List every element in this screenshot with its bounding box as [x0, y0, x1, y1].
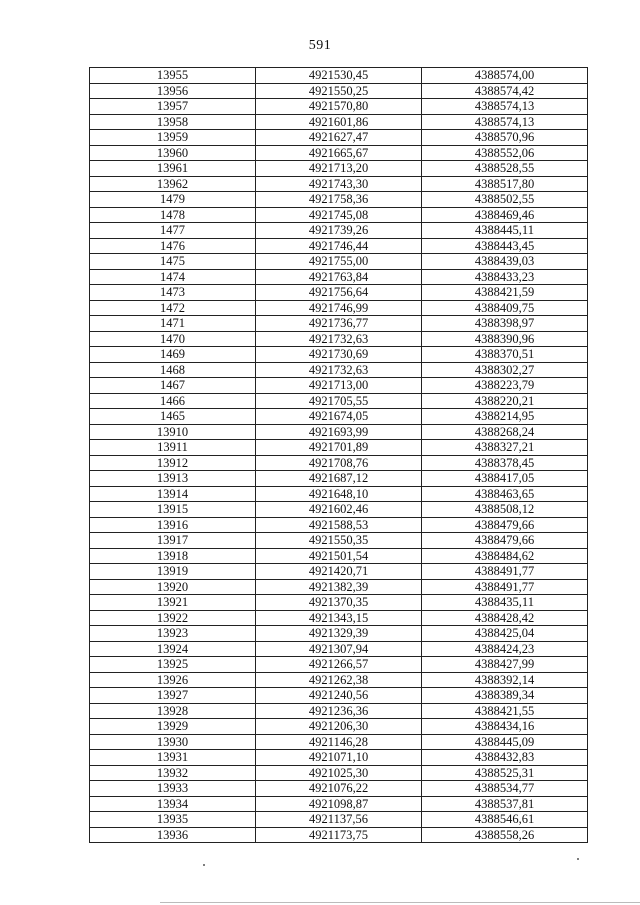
y-coordinate-cell: 4388427,99 [422, 657, 588, 673]
coordinates-table [89, 67, 588, 843]
x-coordinate-cell: 4921732,63 [256, 331, 422, 347]
x-coordinate-cell: 4921665,67 [256, 145, 422, 161]
x-coordinate-cell: 4921705,55 [256, 393, 422, 409]
point-number-cell: 13915 [90, 502, 256, 518]
x-coordinate-cell: 4921262,38 [256, 672, 422, 688]
y-coordinate-cell: 4388491,77 [422, 564, 588, 580]
point-number-cell: 13918 [90, 548, 256, 564]
point-number-cell: 1476 [90, 238, 256, 254]
point-number-cell: 13934 [90, 796, 256, 812]
point-number-cell: 13917 [90, 533, 256, 549]
point-number-cell: 13958 [90, 114, 256, 130]
y-coordinate-cell: 4388484,62 [422, 548, 588, 564]
table-row [90, 440, 588, 456]
y-coordinate-cell: 4388370,51 [422, 347, 588, 363]
point-number-cell: 1470 [90, 331, 256, 347]
table-row [90, 99, 588, 115]
table-row [90, 409, 588, 425]
table-row [90, 719, 588, 735]
y-coordinate-cell: 4388389,34 [422, 688, 588, 704]
x-coordinate-cell: 4921025,30 [256, 765, 422, 781]
x-coordinate-cell: 4921674,05 [256, 409, 422, 425]
x-coordinate-cell: 4921206,30 [256, 719, 422, 735]
table-row [90, 331, 588, 347]
point-number-cell: 1465 [90, 409, 256, 425]
x-coordinate-cell: 4921098,87 [256, 796, 422, 812]
table-row [90, 564, 588, 580]
table-row [90, 533, 588, 549]
y-coordinate-cell: 4388417,05 [422, 471, 588, 487]
point-number-cell: 13936 [90, 827, 256, 843]
point-number-cell: 13955 [90, 68, 256, 84]
table-row [90, 223, 588, 239]
point-number-cell: 1466 [90, 393, 256, 409]
table-row [90, 207, 588, 223]
y-coordinate-cell: 4388491,77 [422, 579, 588, 595]
table-row [90, 595, 588, 611]
x-coordinate-cell: 4921756,64 [256, 285, 422, 301]
table-row [90, 750, 588, 766]
point-number-cell: 13920 [90, 579, 256, 595]
x-coordinate-cell: 4921602,46 [256, 502, 422, 518]
point-number-cell: 13928 [90, 703, 256, 719]
table-row [90, 114, 588, 130]
x-coordinate-cell: 4921648,10 [256, 486, 422, 502]
y-coordinate-cell: 4388214,95 [422, 409, 588, 425]
table-row [90, 269, 588, 285]
point-number-cell: 13932 [90, 765, 256, 781]
table-row [90, 378, 588, 394]
point-number-cell: 13912 [90, 455, 256, 471]
x-coordinate-cell: 4921732,63 [256, 362, 422, 378]
x-coordinate-cell: 4921343,15 [256, 610, 422, 626]
x-coordinate-cell: 4921307,94 [256, 641, 422, 657]
point-number-cell: 1471 [90, 316, 256, 332]
y-coordinate-cell: 4388433,23 [422, 269, 588, 285]
table-row [90, 192, 588, 208]
table-row [90, 254, 588, 270]
y-coordinate-cell: 4388574,00 [422, 68, 588, 84]
point-number-cell: 13956 [90, 83, 256, 99]
x-coordinate-cell: 4921627,47 [256, 130, 422, 146]
page-number: 591 [308, 38, 332, 53]
x-coordinate-cell: 4921736,77 [256, 316, 422, 332]
y-coordinate-cell: 4388390,96 [422, 331, 588, 347]
x-coordinate-cell: 4921370,35 [256, 595, 422, 611]
point-number-cell: 1478 [90, 207, 256, 223]
y-coordinate-cell: 4388223,79 [422, 378, 588, 394]
x-coordinate-cell: 4921713,00 [256, 378, 422, 394]
y-coordinate-cell: 4388479,66 [422, 517, 588, 533]
point-number-cell: 13924 [90, 641, 256, 657]
y-coordinate-cell: 4388574,13 [422, 99, 588, 115]
x-coordinate-cell: 4921137,56 [256, 812, 422, 828]
y-coordinate-cell: 4388525,31 [422, 765, 588, 781]
point-number-cell: 13914 [90, 486, 256, 502]
table-row [90, 827, 588, 843]
point-number-cell: 13910 [90, 424, 256, 440]
x-coordinate-cell: 4921693,99 [256, 424, 422, 440]
y-coordinate-cell: 4388443,45 [422, 238, 588, 254]
point-number-cell: 1467 [90, 378, 256, 394]
point-number-cell: 13930 [90, 734, 256, 750]
table-row [90, 734, 588, 750]
x-coordinate-cell: 4921420,71 [256, 564, 422, 580]
x-coordinate-cell: 4921382,39 [256, 579, 422, 595]
point-number-cell: 13923 [90, 626, 256, 642]
x-coordinate-cell: 4921550,35 [256, 533, 422, 549]
table-row [90, 424, 588, 440]
y-coordinate-cell: 4388425,04 [422, 626, 588, 642]
x-coordinate-cell: 4921713,20 [256, 161, 422, 177]
point-number-cell: 13916 [90, 517, 256, 533]
y-coordinate-cell: 4388421,55 [422, 703, 588, 719]
table-row [90, 765, 588, 781]
table-row [90, 393, 588, 409]
x-coordinate-cell: 4921708,76 [256, 455, 422, 471]
y-coordinate-cell: 4388445,11 [422, 223, 588, 239]
y-coordinate-cell: 4388469,46 [422, 207, 588, 223]
y-coordinate-cell: 4388424,23 [422, 641, 588, 657]
point-number-cell: 1469 [90, 347, 256, 363]
table-row [90, 161, 588, 177]
y-coordinate-cell: 4388445,09 [422, 734, 588, 750]
y-coordinate-cell: 4388421,59 [422, 285, 588, 301]
y-coordinate-cell: 4388327,21 [422, 440, 588, 456]
y-coordinate-cell: 4388398,97 [422, 316, 588, 332]
table-row [90, 610, 588, 626]
table-row [90, 130, 588, 146]
x-coordinate-cell: 4921071,10 [256, 750, 422, 766]
table-row [90, 502, 588, 518]
point-number-cell: 1473 [90, 285, 256, 301]
y-coordinate-cell: 4388409,75 [422, 300, 588, 316]
table-row [90, 626, 588, 642]
point-number-cell: 13929 [90, 719, 256, 735]
y-coordinate-cell: 4388574,42 [422, 83, 588, 99]
x-coordinate-cell: 4921329,39 [256, 626, 422, 642]
y-coordinate-cell: 4388432,83 [422, 750, 588, 766]
y-coordinate-cell: 4388220,21 [422, 393, 588, 409]
y-coordinate-cell: 4388378,45 [422, 455, 588, 471]
table-row [90, 176, 588, 192]
table-row [90, 83, 588, 99]
y-coordinate-cell: 4388434,16 [422, 719, 588, 735]
point-number-cell: 13921 [90, 595, 256, 611]
y-coordinate-cell: 4388392,14 [422, 672, 588, 688]
point-number-cell: 13959 [90, 130, 256, 146]
y-coordinate-cell: 4388537,81 [422, 796, 588, 812]
y-coordinate-cell: 4388552,06 [422, 145, 588, 161]
x-coordinate-cell: 4921739,26 [256, 223, 422, 239]
x-coordinate-cell: 4921763,84 [256, 269, 422, 285]
table-row [90, 145, 588, 161]
x-coordinate-cell: 4921570,80 [256, 99, 422, 115]
x-coordinate-cell: 4921746,44 [256, 238, 422, 254]
y-coordinate-cell: 4388574,13 [422, 114, 588, 130]
y-coordinate-cell: 4388502,55 [422, 192, 588, 208]
point-number-cell: 13919 [90, 564, 256, 580]
point-number-cell: 13922 [90, 610, 256, 626]
table-row [90, 285, 588, 301]
table-row [90, 672, 588, 688]
y-coordinate-cell: 4388435,11 [422, 595, 588, 611]
table-row [90, 796, 588, 812]
point-number-cell: 1474 [90, 269, 256, 285]
x-coordinate-cell: 4921758,36 [256, 192, 422, 208]
point-number-cell: 13927 [90, 688, 256, 704]
table-row [90, 688, 588, 704]
table-row [90, 486, 588, 502]
y-coordinate-cell: 4388517,80 [422, 176, 588, 192]
y-coordinate-cell: 4388479,66 [422, 533, 588, 549]
point-number-cell: 1477 [90, 223, 256, 239]
point-number-cell: 1479 [90, 192, 256, 208]
y-coordinate-cell: 4388508,12 [422, 502, 588, 518]
y-coordinate-cell: 4388428,42 [422, 610, 588, 626]
x-coordinate-cell: 4921743,30 [256, 176, 422, 192]
scan-edge-line [160, 902, 640, 903]
x-coordinate-cell: 4921236,36 [256, 703, 422, 719]
point-number-cell: 13933 [90, 781, 256, 797]
table-row [90, 548, 588, 564]
x-coordinate-cell: 4921588,53 [256, 517, 422, 533]
y-coordinate-cell: 4388302,27 [422, 362, 588, 378]
scan-speck [203, 864, 205, 866]
point-number-cell: 1472 [90, 300, 256, 316]
y-coordinate-cell: 4388534,77 [422, 781, 588, 797]
table-row [90, 68, 588, 84]
table-row [90, 347, 588, 363]
point-number-cell: 13935 [90, 812, 256, 828]
table-row [90, 471, 588, 487]
y-coordinate-cell: 4388546,61 [422, 812, 588, 828]
x-coordinate-cell: 4921701,89 [256, 440, 422, 456]
x-coordinate-cell: 4921173,75 [256, 827, 422, 843]
point-number-cell: 13931 [90, 750, 256, 766]
x-coordinate-cell: 4921501,54 [256, 548, 422, 564]
point-number-cell: 13962 [90, 176, 256, 192]
table-row [90, 517, 588, 533]
x-coordinate-cell: 4921746,99 [256, 300, 422, 316]
table-row [90, 238, 588, 254]
x-coordinate-cell: 4921745,08 [256, 207, 422, 223]
x-coordinate-cell: 4921730,69 [256, 347, 422, 363]
y-coordinate-cell: 4388463,65 [422, 486, 588, 502]
y-coordinate-cell: 4388528,55 [422, 161, 588, 177]
point-number-cell: 1468 [90, 362, 256, 378]
point-number-cell: 13960 [90, 145, 256, 161]
point-number-cell: 13911 [90, 440, 256, 456]
y-coordinate-cell: 4388268,24 [422, 424, 588, 440]
point-number-cell: 13926 [90, 672, 256, 688]
table-row [90, 316, 588, 332]
table-row [90, 362, 588, 378]
point-number-cell: 13925 [90, 657, 256, 673]
x-coordinate-cell: 4921146,28 [256, 734, 422, 750]
table-row [90, 300, 588, 316]
y-coordinate-cell: 4388558,26 [422, 827, 588, 843]
table-row [90, 781, 588, 797]
point-number-cell: 1475 [90, 254, 256, 270]
point-number-cell: 13961 [90, 161, 256, 177]
y-coordinate-cell: 4388439,03 [422, 254, 588, 270]
point-number-cell: 13957 [90, 99, 256, 115]
table-row [90, 579, 588, 595]
x-coordinate-cell: 4921266,57 [256, 657, 422, 673]
y-coordinate-cell: 4388570,96 [422, 130, 588, 146]
table-row [90, 812, 588, 828]
coordinates-table-body [90, 68, 588, 843]
x-coordinate-cell: 4921530,45 [256, 68, 422, 84]
x-coordinate-cell: 4921550,25 [256, 83, 422, 99]
point-number-cell: 13913 [90, 471, 256, 487]
x-coordinate-cell: 4921687,12 [256, 471, 422, 487]
x-coordinate-cell: 4921755,00 [256, 254, 422, 270]
table-row [90, 657, 588, 673]
table-row [90, 703, 588, 719]
x-coordinate-cell: 4921601,86 [256, 114, 422, 130]
table-row [90, 455, 588, 471]
x-coordinate-cell: 4921240,56 [256, 688, 422, 704]
table-row [90, 641, 588, 657]
scan-speck [577, 858, 579, 860]
x-coordinate-cell: 4921076,22 [256, 781, 422, 797]
